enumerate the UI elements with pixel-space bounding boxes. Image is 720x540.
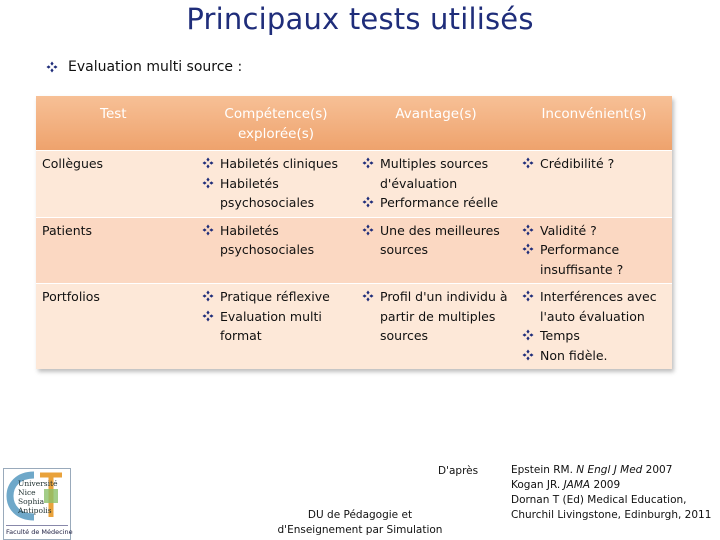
competences-list [202, 287, 352, 346]
logo-line: Sophia Antipolis [18, 497, 52, 515]
table-header-row [36, 96, 672, 151]
list-item [362, 221, 512, 260]
header-inconvenients: Inconvénient(s) [541, 106, 647, 122]
reference-item: Kogan JR. JAMA 2009 [511, 479, 621, 491]
list-item-text: Validité ? [540, 222, 597, 238]
diamond-bullet-icon [522, 157, 534, 169]
diamond-bullet-icon [362, 224, 374, 236]
logo-line: Nice [18, 488, 36, 497]
header-test: Test [100, 106, 127, 122]
logo-caption: Faculté de Médecine [6, 525, 68, 536]
avantages-list [362, 221, 512, 260]
inconvenients-cell [516, 151, 672, 218]
table-row [36, 284, 672, 370]
avantages-cell [356, 151, 516, 218]
avantages-list [362, 287, 512, 346]
diamond-bullet-icon [202, 157, 214, 169]
list-item [522, 346, 668, 366]
list-item-text: Profil d'un individu à partir de multiples sources [380, 289, 508, 343]
competences-cell [196, 217, 356, 284]
list-item [522, 240, 668, 279]
list-item-text: Crédibilité ? [540, 156, 615, 171]
avantages-cell [356, 217, 516, 284]
diamond-bullet-icon [522, 329, 534, 341]
references [511, 463, 716, 523]
avantages-cell [356, 284, 516, 370]
list-item [362, 287, 512, 346]
list-item [202, 287, 352, 307]
list-item-text: Non fidèle. [540, 347, 608, 363]
logo-name [18, 479, 70, 515]
table-row [36, 151, 672, 218]
test-name-cell: Portfolios [36, 284, 196, 370]
diamond-bullet-icon [202, 310, 214, 322]
list-item-text: Pratique réflexive [220, 289, 330, 304]
slide-title: Principaux tests utilisés [186, 2, 534, 36]
competences-cell [196, 151, 356, 218]
competences-cell [196, 284, 356, 370]
list-item-text: Interférences avec l'auto évaluation [540, 289, 657, 324]
list-item [522, 326, 668, 346]
list-item [522, 154, 668, 174]
list-item-text: Habiletés cliniques [220, 156, 338, 171]
competences-list [202, 154, 352, 213]
logo-line: Université [18, 479, 58, 488]
tests-table [36, 96, 672, 369]
diamond-bullet-icon [362, 290, 374, 302]
table-row [36, 217, 672, 284]
reference-item: Churchil Livingstone, Edinburgh, 2011 [511, 509, 712, 521]
list-item-text: Performance insuffisante ? [540, 242, 624, 277]
list-item-text: Performance réelle [380, 195, 499, 210]
university-logo [3, 468, 71, 540]
avantages-list [362, 154, 512, 213]
inconvenients-list [522, 154, 668, 174]
list-item [202, 307, 352, 346]
test-name-cell: Collègues [36, 151, 196, 218]
diamond-bullet-icon [522, 349, 534, 361]
list-item-text: Habiletés psychosociales [220, 222, 315, 257]
list-item [362, 154, 512, 193]
diamond-bullet-icon [46, 61, 58, 73]
diamond-bullet-icon [362, 196, 374, 208]
subtitle-text: Evaluation multi source : [68, 59, 243, 75]
reference-item: Dornan T (Ed) Medical Education, [511, 494, 687, 506]
list-item-text: Temps [540, 328, 580, 343]
diamond-bullet-icon [362, 157, 374, 169]
list-item-text: Multiples sources d'évaluation [380, 156, 489, 191]
test-name-cell: Patients [36, 217, 196, 284]
diamond-bullet-icon [522, 224, 534, 236]
inconvenients-list [522, 287, 668, 365]
list-item-text: Evaluation multi format [220, 308, 322, 343]
header-avantages: Avantage(s) [395, 106, 477, 122]
after-label: D'après [438, 465, 479, 477]
du-label: DU de Pédagogie et d'Enseignement par Simulation [277, 509, 443, 536]
list-item [202, 154, 352, 174]
diamond-bullet-icon [522, 243, 534, 255]
inconvenients-list [522, 221, 668, 280]
diamond-bullet-icon [202, 177, 214, 189]
list-item-text: Habiletés psychosociales [220, 175, 315, 210]
list-item [522, 221, 668, 241]
diamond-bullet-icon [202, 224, 214, 236]
diamond-bullet-icon [202, 290, 214, 302]
diamond-bullet-icon [522, 290, 534, 302]
subtitle-line [46, 59, 242, 75]
inconvenients-cell [516, 217, 672, 284]
list-item [202, 221, 352, 260]
header-competences: Compétence(s) explorée(s) [224, 106, 328, 142]
list-item [202, 174, 352, 213]
competences-list [202, 221, 352, 260]
list-item-text: Une des meilleures sources [380, 222, 500, 257]
list-item [362, 193, 512, 213]
list-item [522, 287, 668, 326]
reference-item: Epstein RM. N Engl J Med 2007 [511, 464, 673, 476]
inconvenients-cell [516, 284, 672, 370]
